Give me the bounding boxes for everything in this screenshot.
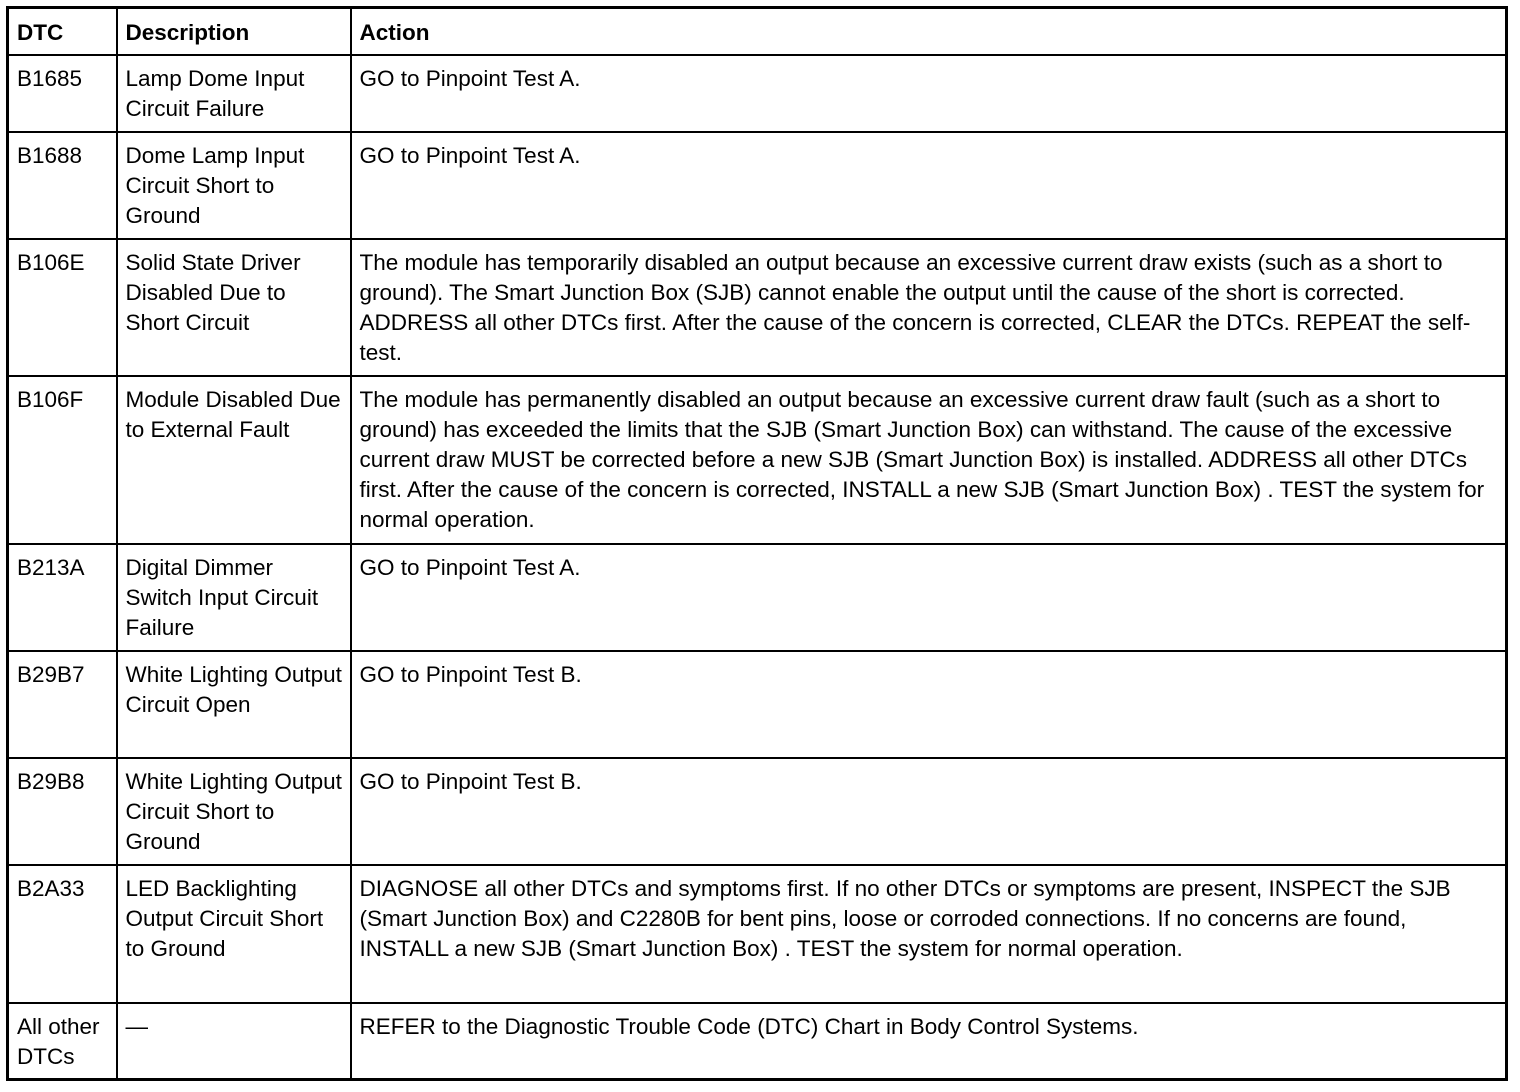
- dtc-code: B106F: [8, 376, 117, 544]
- dtc-code: B1688: [8, 132, 117, 239]
- dtc-action: The module has temporarily disabled an output because an excessive current draw exists (such as a short to ground). The Smart Junction Box (SJB) cannot enable the output until the cause of the short is corrected. ADDRESS all other DTCs first. After the cause of the concern is corrected, CLEAR the DTCs. REPEAT the self-test.: [351, 239, 1507, 376]
- dtc-description: Lamp Dome Input Circuit Failure: [117, 55, 351, 132]
- dtc-code: B29B7: [8, 651, 117, 758]
- dtc-action: DIAGNOSE all other DTCs and symptoms first. If no other DTCs or symptoms are present, INSPECT the SJB (Smart Junction Box) and C2280B for bent pins, loose or corroded connections. If no concerns are found, INSTALL a new SJB (Smart Junction Box) . TEST the system for normal operation.: [351, 865, 1507, 1003]
- header-dtc: DTC: [8, 8, 117, 56]
- dtc-action: GO to Pinpoint Test A.: [351, 132, 1507, 239]
- dtc-description: Module Disabled Due to External Fault: [117, 376, 351, 544]
- dtc-description: Solid State Driver Disabled Due to Short Circuit: [117, 239, 351, 376]
- dtc-action: The module has permanently disabled an output because an excessive current draw fault (such as a short to ground) has exceeded the limits that the SJB (Smart Junction Box) can withstand. The cause of the excessive current draw MUST be corrected before a new SJB (Smart Junction Box) is installed. ADDRESS all other DTCs first. After the cause of the concern is corrected, INSTALL a new SJB (Smart Junction Box) . TEST the system for normal operation.: [351, 376, 1507, 544]
- table-header-row: [8, 8, 1507, 56]
- dtc-description: White Lighting Output Circuit Open: [117, 651, 351, 758]
- table-row: [8, 376, 1507, 544]
- dtc-description: Dome Lamp Input Circuit Short to Ground: [117, 132, 351, 239]
- dtc-description: —: [117, 1003, 351, 1080]
- table-row: [8, 651, 1507, 758]
- table-row: [8, 1003, 1507, 1080]
- table-row: [8, 239, 1507, 376]
- header-action: Action: [351, 8, 1507, 56]
- dtc-code: B106E: [8, 239, 117, 376]
- table-row: [8, 55, 1507, 132]
- table-row: [8, 865, 1507, 1003]
- dtc-action: GO to Pinpoint Test B.: [351, 758, 1507, 865]
- dtc-code: B29B8: [8, 758, 117, 865]
- dtc-description: LED Backlighting Output Circuit Short to Ground: [117, 865, 351, 1003]
- dtc-action: GO to Pinpoint Test A.: [351, 544, 1507, 651]
- header-description: Description: [117, 8, 351, 56]
- table-row: [8, 132, 1507, 239]
- dtc-description: Digital Dimmer Switch Input Circuit Failure: [117, 544, 351, 651]
- dtc-code: B213A: [8, 544, 117, 651]
- table-row: [8, 758, 1507, 865]
- dtc-code: B2A33: [8, 865, 117, 1003]
- dtc-table: [6, 6, 1508, 1081]
- dtc-action: REFER to the Diagnostic Trouble Code (DTC) Chart in Body Control Systems.: [351, 1003, 1507, 1080]
- dtc-action: GO to Pinpoint Test A.: [351, 55, 1507, 132]
- table-row: [8, 544, 1507, 651]
- dtc-code: All other DTCs: [8, 1003, 117, 1080]
- dtc-description: White Lighting Output Circuit Short to Ground: [117, 758, 351, 865]
- dtc-code: B1685: [8, 55, 117, 132]
- dtc-action: GO to Pinpoint Test B.: [351, 651, 1507, 758]
